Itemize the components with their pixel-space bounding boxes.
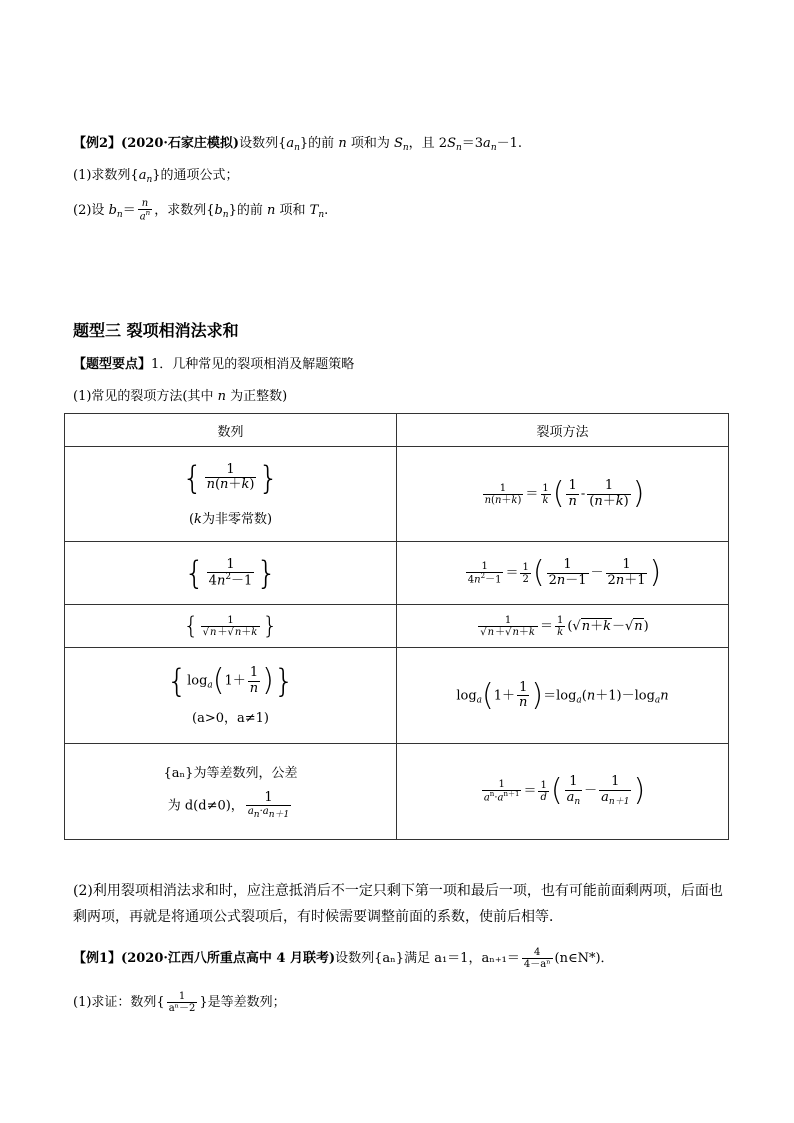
table-row (65, 447, 729, 542)
section-heading: 题型三 裂项相消法求和 (73, 321, 239, 340)
example2-question1: (1)求数列$\{a_n\}$的通项公式； (73, 168, 239, 185)
b-n-fraction: $\frac{n}{a^n}$ (139, 198, 151, 223)
example1-statement: 【例1】(2020·江西八所重点高中 4 月联考)设数列{aₙ}满足 a₁＝1，aₙ₊₁＝ $\frac{4}{\text{4－aⁿ}}$ (n∈N*)． (73, 947, 614, 970)
example1-source: (2020·江西八所重点高中 4 月联考) (121, 951, 336, 966)
example2-statement: 【例2】(2020·石家庄模拟)设数列$\{a_n\}$的前 n 项和为 $S_n$，且 $2S_n=3a_n-1$. (73, 136, 523, 153)
col-header-sequence: 数列 (65, 414, 397, 447)
example2-question2: (2)设 $b_n=$ $\frac{n}{a^n}$ ，求数列$\{b_n\}$的前 n 项和 $T_n$. (73, 198, 329, 223)
example1-question1: (1)求证：数列{ $\frac{1}{\text{aⁿ－2}}$ }是等差数列； (73, 991, 286, 1014)
row3-method: $\frac{1}{√n+√n+k}$ ＝ $\frac{1}{k}$ (√n＋k－√n) (397, 605, 729, 648)
example2-tag: 【例2】 (73, 136, 122, 151)
row1-method: $\frac{1}{n(n+k)}$ ＝ $\frac{1}{k}$ ( $\frac{1}{n}$ - $\frac{1}{(n+k)}$ ) (397, 447, 729, 542)
row2-method: $\frac{1}{4n^2-1}$ ＝ $\frac{1}{2}$ ( $\frac{1}{2n-1}$ － $\frac{1}{2n+1}$ ) (397, 542, 729, 605)
paragraph-2: (2)利用裂项相消法求和时，应注意抵消后不一定只剩下第一项和最后一项，也有可能前面剩两项，后面也剩两项，再就是将通项公式裂项后，有时候需要调整前面的系数，使前后相等． (73, 883, 723, 925)
table-row (65, 744, 729, 840)
example2-source: (2020·石家庄模拟) (121, 136, 240, 151)
row4-method: $\log_a(1+$ $\frac{1}{n}$ )$=\log_a(n+1)-\log_an$ (397, 648, 729, 744)
table-row (65, 542, 729, 605)
split-methods-table (64, 413, 729, 840)
example1-tag: 【例1】 (73, 951, 122, 966)
table-row (65, 605, 729, 648)
key-points-sub1: (1)常见的裂项方法(其中 n 为正整数) (73, 389, 288, 404)
row4-sequence: {$\log_a(1+$ $\frac{1}{n}$ )} (a>0，a≠1) (65, 648, 397, 744)
row2-sequence: { $\frac{1}{4n^2-1}$ } (65, 542, 397, 605)
row1-sequence: { $\frac{1}{n(n+k)}$ } (k为非零常数) (65, 447, 397, 542)
row5-sequence: {aₙ}为等差数列，公差 为 d(d≠0)， $\frac{1}{an\cdot an+1}$ (65, 744, 397, 840)
table-row (65, 648, 729, 744)
col-header-method: 裂项方法 (397, 414, 729, 447)
row3-sequence: { $\frac{1}{√n+√n+k}$ } (65, 605, 397, 648)
key-points-tag: 【题型要点】 (73, 357, 152, 372)
key-points: 【题型要点】1．几种常见的裂项相消及解题策略 (73, 357, 355, 372)
row5-method: $\frac{1}{a^n\cdot a^{n+1}}$ ＝ $\frac{1}{d}$ ( $\frac{1}{a_n}$ － $\frac{1}{a_{n+1}}$ ) (397, 744, 729, 840)
